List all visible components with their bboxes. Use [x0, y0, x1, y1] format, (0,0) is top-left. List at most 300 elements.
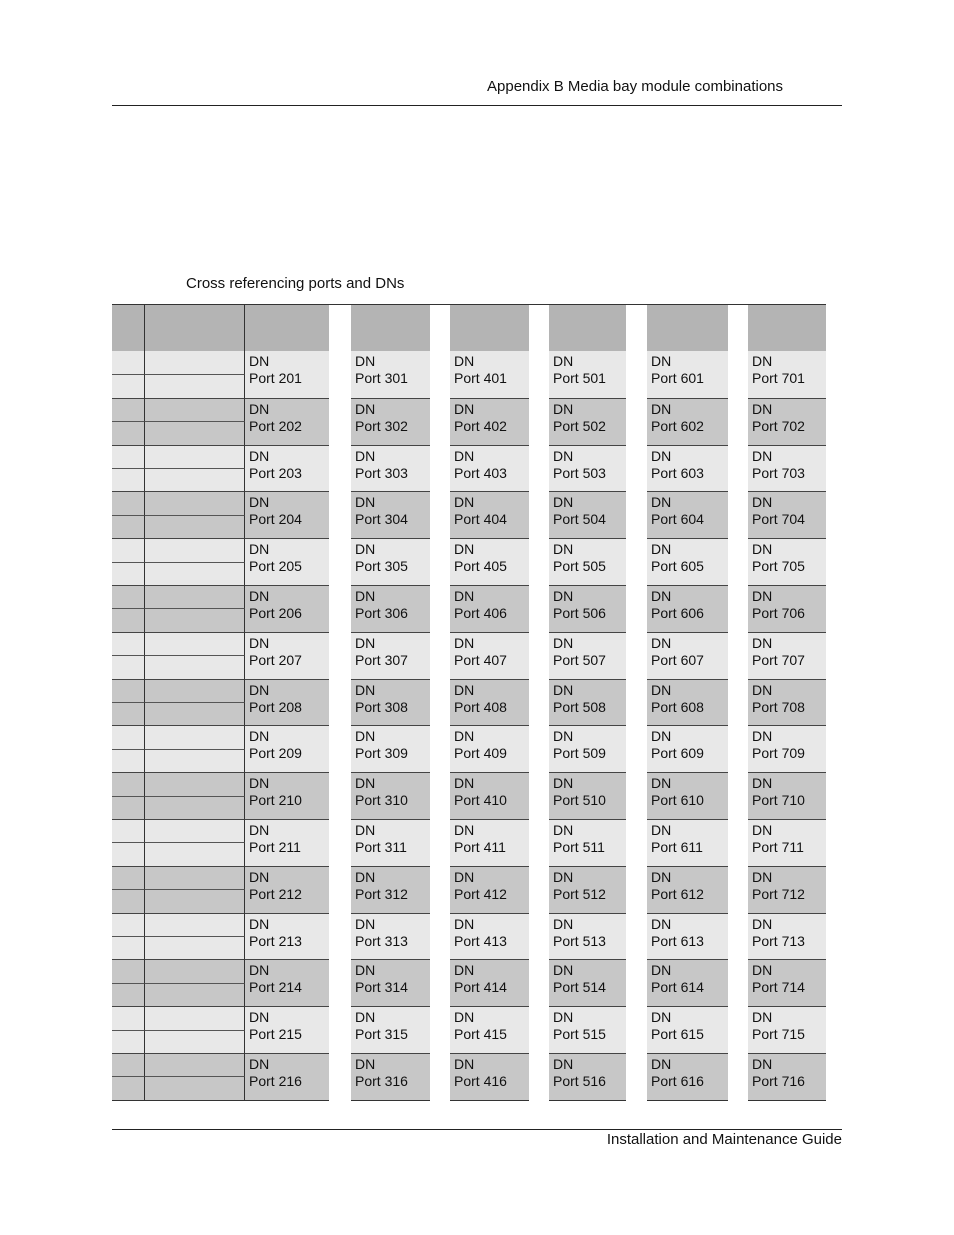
dn-port-cell — [351, 819, 430, 866]
port-label — [553, 558, 626, 575]
port-prefix: Port — [651, 370, 677, 386]
port-number: 302 — [384, 417, 408, 434]
dn-port-cell — [748, 819, 826, 866]
dn-port-cell — [450, 538, 529, 585]
dn-label: DN — [752, 822, 773, 838]
port-prefix: Port — [651, 1026, 677, 1043]
dn-port-cell — [748, 679, 826, 726]
port-number: 310 — [384, 792, 408, 809]
dn-port-cell — [245, 679, 329, 726]
dn-label: DN — [752, 634, 773, 651]
dn-port-cell — [450, 819, 529, 866]
dn-port-cell — [647, 1006, 728, 1053]
port-number: 306 — [384, 605, 408, 621]
port-label — [752, 605, 826, 622]
wire-color — [145, 702, 245, 725]
dn-label: DN — [355, 353, 376, 369]
dn-port-cell — [647, 351, 728, 398]
port-label — [553, 465, 626, 482]
port-number: 708 — [781, 698, 805, 715]
dn-port-cell — [351, 959, 430, 1006]
port-label — [752, 933, 826, 950]
port-prefix: Port — [355, 979, 381, 996]
dn-label: DN — [249, 634, 270, 651]
port-prefix: Port — [355, 745, 381, 762]
port-prefix: Port — [454, 511, 480, 528]
port-prefix: Port — [249, 745, 275, 762]
dn-label: DN — [355, 1009, 376, 1026]
table-caption: Cross referencing ports and DNs — [186, 275, 405, 292]
port-label — [249, 933, 329, 950]
pin-number — [112, 655, 145, 678]
port-prefix: Port — [752, 651, 778, 668]
port-number: 503 — [582, 464, 606, 481]
port-number: 611 — [680, 839, 703, 855]
port-number: 303 — [384, 464, 408, 481]
dn-port-cell — [450, 866, 529, 913]
dn-label: DN — [651, 728, 672, 745]
port-number: 613 — [680, 932, 704, 949]
dn-label: DN — [355, 541, 376, 558]
port-prefix: Port — [553, 370, 579, 386]
port-number: 208 — [278, 698, 302, 715]
dn-port-cell — [647, 959, 728, 1006]
port-prefix: Port — [249, 839, 275, 855]
dn-label: DN — [651, 447, 672, 464]
port-number: 411 — [483, 839, 506, 855]
pin-number — [112, 679, 145, 702]
port-prefix: Port — [553, 1073, 579, 1089]
port-number: 413 — [483, 932, 507, 949]
port-label — [752, 652, 826, 669]
dn-port-cell — [549, 351, 626, 398]
dn-port-cell — [351, 679, 430, 726]
port-prefix: Port — [553, 1026, 579, 1043]
wire-color — [145, 374, 245, 397]
port-number: 313 — [384, 932, 408, 949]
port-label — [553, 839, 626, 856]
port-number: 405 — [483, 558, 507, 575]
dn-port-cell — [245, 538, 329, 585]
port-label — [752, 558, 826, 575]
dn-label: DN — [454, 868, 475, 885]
dn-label: DN — [752, 728, 773, 745]
dn-label: DN — [454, 915, 475, 932]
pin-number — [112, 585, 145, 608]
wire-color — [145, 983, 245, 1006]
port-label — [553, 933, 626, 950]
port-label — [553, 418, 626, 435]
dn-label: DN — [752, 353, 773, 369]
dn-label: DN — [752, 775, 773, 792]
port-label — [651, 465, 728, 482]
header-cell-port-group-2 — [351, 305, 430, 351]
port-number: 513 — [582, 932, 606, 949]
dn-port-cell — [748, 866, 826, 913]
port-prefix: Port — [752, 1026, 778, 1043]
pin-number — [112, 608, 145, 631]
port-number: 605 — [680, 558, 704, 575]
port-number: 314 — [384, 979, 408, 996]
port-number: 309 — [384, 745, 408, 762]
port-label — [454, 1073, 529, 1090]
header-cell-port-group-3 — [450, 305, 529, 351]
dn-label: DN — [752, 681, 773, 698]
port-prefix: Port — [553, 651, 579, 668]
pin-number — [112, 983, 145, 1006]
port-number: 401 — [483, 370, 507, 386]
port-prefix: Port — [355, 464, 381, 481]
wire-color — [145, 1076, 245, 1099]
dn-label: DN — [752, 447, 773, 464]
port-prefix: Port — [553, 698, 579, 715]
dn-port-cell — [549, 913, 626, 960]
pin-number — [112, 632, 145, 655]
pin-number — [112, 421, 145, 444]
port-prefix: Port — [553, 745, 579, 762]
dn-label: DN — [752, 400, 773, 417]
wire-color — [145, 351, 245, 374]
port-prefix: Port — [553, 932, 579, 949]
port-prefix: Port — [553, 885, 579, 902]
port-prefix: Port — [454, 1026, 480, 1043]
port-prefix: Port — [355, 558, 381, 575]
port-number: 608 — [680, 698, 704, 715]
port-number: 615 — [680, 1026, 704, 1043]
port-number: 406 — [483, 605, 507, 621]
port-label — [249, 558, 329, 575]
port-label — [752, 465, 826, 482]
dn-label: DN — [454, 634, 475, 651]
wire-color — [145, 889, 245, 912]
dn-port-cell — [450, 772, 529, 819]
dn-port-cell — [245, 398, 329, 445]
port-prefix: Port — [355, 932, 381, 949]
port-number: 511 — [582, 839, 605, 855]
port-prefix: Port — [651, 417, 677, 434]
port-prefix: Port — [553, 979, 579, 996]
port-prefix: Port — [752, 558, 778, 575]
port-label — [355, 699, 430, 716]
port-number: 215 — [278, 1026, 302, 1043]
wire-color — [145, 421, 245, 444]
dn-label: DN — [355, 962, 376, 979]
port-label — [249, 1073, 329, 1090]
cross-reference-table — [112, 304, 826, 1101]
dn-label: DN — [355, 681, 376, 698]
port-number: 402 — [483, 417, 507, 434]
port-label — [249, 699, 329, 716]
port-prefix: Port — [249, 1026, 275, 1043]
port-prefix: Port — [249, 932, 275, 949]
port-prefix: Port — [249, 792, 275, 809]
port-number: 307 — [384, 651, 408, 668]
pin-number — [112, 1006, 145, 1029]
port-label — [553, 370, 626, 387]
port-label — [752, 745, 826, 762]
port-prefix: Port — [355, 839, 381, 855]
port-label — [355, 886, 430, 903]
dn-label: DN — [752, 541, 773, 558]
pin-number — [112, 491, 145, 514]
port-label — [249, 979, 329, 996]
pin-number — [112, 889, 145, 912]
port-label — [454, 511, 529, 528]
dn-label: DN — [651, 1009, 672, 1026]
port-prefix: Port — [454, 651, 480, 668]
dn-label: DN — [249, 822, 270, 838]
port-prefix: Port — [249, 370, 275, 386]
port-label — [249, 511, 329, 528]
wire-color — [145, 445, 245, 468]
port-label — [355, 839, 430, 856]
dn-label: DN — [454, 681, 475, 698]
port-label — [651, 511, 728, 528]
dn-label: DN — [651, 588, 672, 604]
port-label — [651, 745, 728, 762]
dn-port-cell — [549, 679, 626, 726]
dn-label: DN — [553, 1056, 574, 1072]
pin-number — [112, 749, 145, 772]
dn-label: DN — [651, 775, 672, 792]
dn-port-cell — [748, 351, 826, 398]
dn-label: DN — [651, 822, 672, 838]
port-prefix: Port — [752, 792, 778, 809]
port-number: 509 — [582, 745, 606, 762]
port-label — [454, 605, 529, 622]
dn-label: DN — [454, 1009, 475, 1026]
port-label — [454, 886, 529, 903]
port-number: 502 — [582, 417, 606, 434]
dn-label: DN — [752, 1056, 773, 1072]
port-label — [454, 745, 529, 762]
table-bottom-border — [549, 1100, 626, 1101]
dn-label: DN — [355, 588, 376, 604]
wire-color — [145, 1030, 245, 1053]
pin-number — [112, 351, 145, 374]
header-cell-port-group-6 — [748, 305, 826, 351]
dn-label: DN — [553, 588, 574, 604]
port-label — [249, 370, 329, 387]
port-label — [355, 792, 430, 809]
dn-label: DN — [553, 962, 574, 979]
pin-number — [112, 468, 145, 491]
pin-number — [112, 1030, 145, 1053]
port-label — [553, 699, 626, 716]
dn-port-cell — [647, 445, 728, 492]
port-number: 203 — [278, 464, 302, 481]
port-prefix: Port — [553, 417, 579, 434]
port-number: 216 — [278, 1073, 302, 1089]
port-prefix: Port — [249, 464, 275, 481]
pin-number — [112, 913, 145, 936]
pin-number — [112, 515, 145, 538]
dn-port-cell — [748, 491, 826, 538]
port-number: 514 — [582, 979, 606, 996]
port-label — [355, 605, 430, 622]
port-prefix: Port — [752, 464, 778, 481]
dn-label: DN — [553, 1009, 574, 1026]
port-label — [651, 699, 728, 716]
dn-label: DN — [249, 728, 270, 745]
dn-port-cell — [351, 445, 430, 492]
port-prefix: Port — [249, 605, 275, 621]
dn-label: DN — [553, 400, 574, 417]
dn-port-cell — [549, 491, 626, 538]
port-prefix: Port — [752, 839, 778, 855]
port-number: 603 — [680, 464, 704, 481]
dn-port-cell — [450, 632, 529, 679]
dn-port-cell — [245, 772, 329, 819]
port-number: 706 — [781, 605, 805, 621]
wire-color — [145, 679, 245, 702]
dn-port-cell — [351, 491, 430, 538]
dn-port-cell — [748, 772, 826, 819]
port-label — [355, 745, 430, 762]
dn-label: DN — [553, 634, 574, 651]
port-label — [651, 979, 728, 996]
dn-label: DN — [249, 1056, 270, 1072]
port-label — [249, 886, 329, 903]
port-label — [454, 933, 529, 950]
port-number: 213 — [278, 932, 302, 949]
port-number: 703 — [781, 464, 805, 481]
port-prefix: Port — [553, 605, 579, 621]
port-label — [651, 886, 728, 903]
port-label — [651, 558, 728, 575]
port-number: 206 — [278, 605, 302, 621]
dn-label: DN — [651, 868, 672, 885]
wire-color — [145, 655, 245, 678]
dn-port-cell — [245, 866, 329, 913]
pin-number — [112, 936, 145, 959]
port-prefix: Port — [651, 511, 677, 528]
port-label — [752, 792, 826, 809]
dn-port-cell — [647, 632, 728, 679]
port-number: 209 — [278, 745, 302, 762]
port-prefix: Port — [249, 511, 275, 528]
port-label — [553, 886, 626, 903]
port-label — [553, 511, 626, 528]
dn-label: DN — [355, 1056, 376, 1072]
dn-port-cell — [647, 398, 728, 445]
wire-color — [145, 632, 245, 655]
dn-port-cell — [549, 398, 626, 445]
dn-label: DN — [752, 868, 773, 885]
dn-port-cell — [748, 1053, 826, 1100]
port-prefix: Port — [355, 651, 381, 668]
dn-port-cell — [748, 398, 826, 445]
page-header-title: Appendix B Media bay module combinations — [487, 78, 784, 95]
port-number: 407 — [483, 651, 507, 668]
dn-port-cell — [647, 1053, 728, 1100]
port-number: 701 — [781, 370, 805, 386]
pin-number — [112, 959, 145, 982]
port-number: 308 — [384, 698, 408, 715]
dn-port-cell — [549, 538, 626, 585]
dn-label: DN — [553, 775, 574, 792]
port-number: 410 — [483, 792, 507, 809]
port-label — [651, 1073, 728, 1090]
dn-label: DN — [553, 447, 574, 464]
port-label — [355, 465, 430, 482]
port-number: 212 — [278, 885, 302, 902]
pin-number — [112, 538, 145, 561]
port-label — [553, 1073, 626, 1090]
port-number: 616 — [680, 1073, 704, 1089]
dn-label: DN — [454, 775, 475, 792]
dn-port-cell — [450, 1053, 529, 1100]
dn-label: DN — [249, 868, 270, 885]
dn-label: DN — [454, 541, 475, 558]
port-number: 412 — [483, 885, 507, 902]
port-label — [752, 699, 826, 716]
port-label — [249, 605, 329, 622]
pin-number — [112, 702, 145, 725]
header-cell-color — [145, 305, 245, 351]
dn-label: DN — [355, 728, 376, 745]
dn-label: DN — [553, 728, 574, 745]
dn-label: DN — [553, 822, 574, 838]
dn-port-cell — [748, 913, 826, 960]
pin-number — [112, 1076, 145, 1099]
dn-label: DN — [454, 1056, 475, 1072]
wire-color — [145, 749, 245, 772]
port-number: 312 — [384, 885, 408, 902]
port-number: 202 — [278, 417, 302, 434]
port-number: 210 — [278, 792, 302, 809]
pin-number — [112, 796, 145, 819]
port-prefix: Port — [249, 1073, 275, 1089]
dn-label: DN — [454, 822, 475, 838]
dn-port-cell — [450, 679, 529, 726]
wire-color — [145, 585, 245, 608]
port-prefix: Port — [454, 745, 480, 762]
port-prefix: Port — [752, 698, 778, 715]
dn-label: DN — [651, 1056, 672, 1072]
port-number: 403 — [483, 464, 507, 481]
dn-label: DN — [752, 588, 773, 604]
dn-port-cell — [450, 585, 529, 632]
dn-label: DN — [355, 494, 376, 511]
dn-label: DN — [249, 541, 270, 558]
wire-color — [145, 796, 245, 819]
table-bottom-border — [112, 1100, 329, 1101]
dn-port-cell — [549, 772, 626, 819]
dn-port-cell — [549, 585, 626, 632]
dn-label: DN — [249, 775, 270, 792]
dn-port-cell — [351, 1053, 430, 1100]
port-label — [752, 979, 826, 996]
dn-port-cell — [549, 959, 626, 1006]
port-number: 204 — [278, 511, 302, 528]
port-prefix: Port — [752, 511, 778, 528]
dn-port-cell — [245, 1053, 329, 1100]
dn-port-cell — [351, 632, 430, 679]
dn-label: DN — [553, 915, 574, 932]
dn-label: DN — [355, 447, 376, 464]
port-label — [249, 465, 329, 482]
dn-label: DN — [553, 353, 574, 369]
wire-color — [145, 913, 245, 936]
port-label — [651, 933, 728, 950]
dn-port-cell — [450, 1006, 529, 1053]
port-prefix: Port — [651, 792, 677, 809]
dn-label: DN — [249, 1009, 270, 1026]
dn-label: DN — [454, 728, 475, 745]
port-prefix: Port — [355, 605, 381, 621]
port-number: 205 — [278, 558, 302, 575]
